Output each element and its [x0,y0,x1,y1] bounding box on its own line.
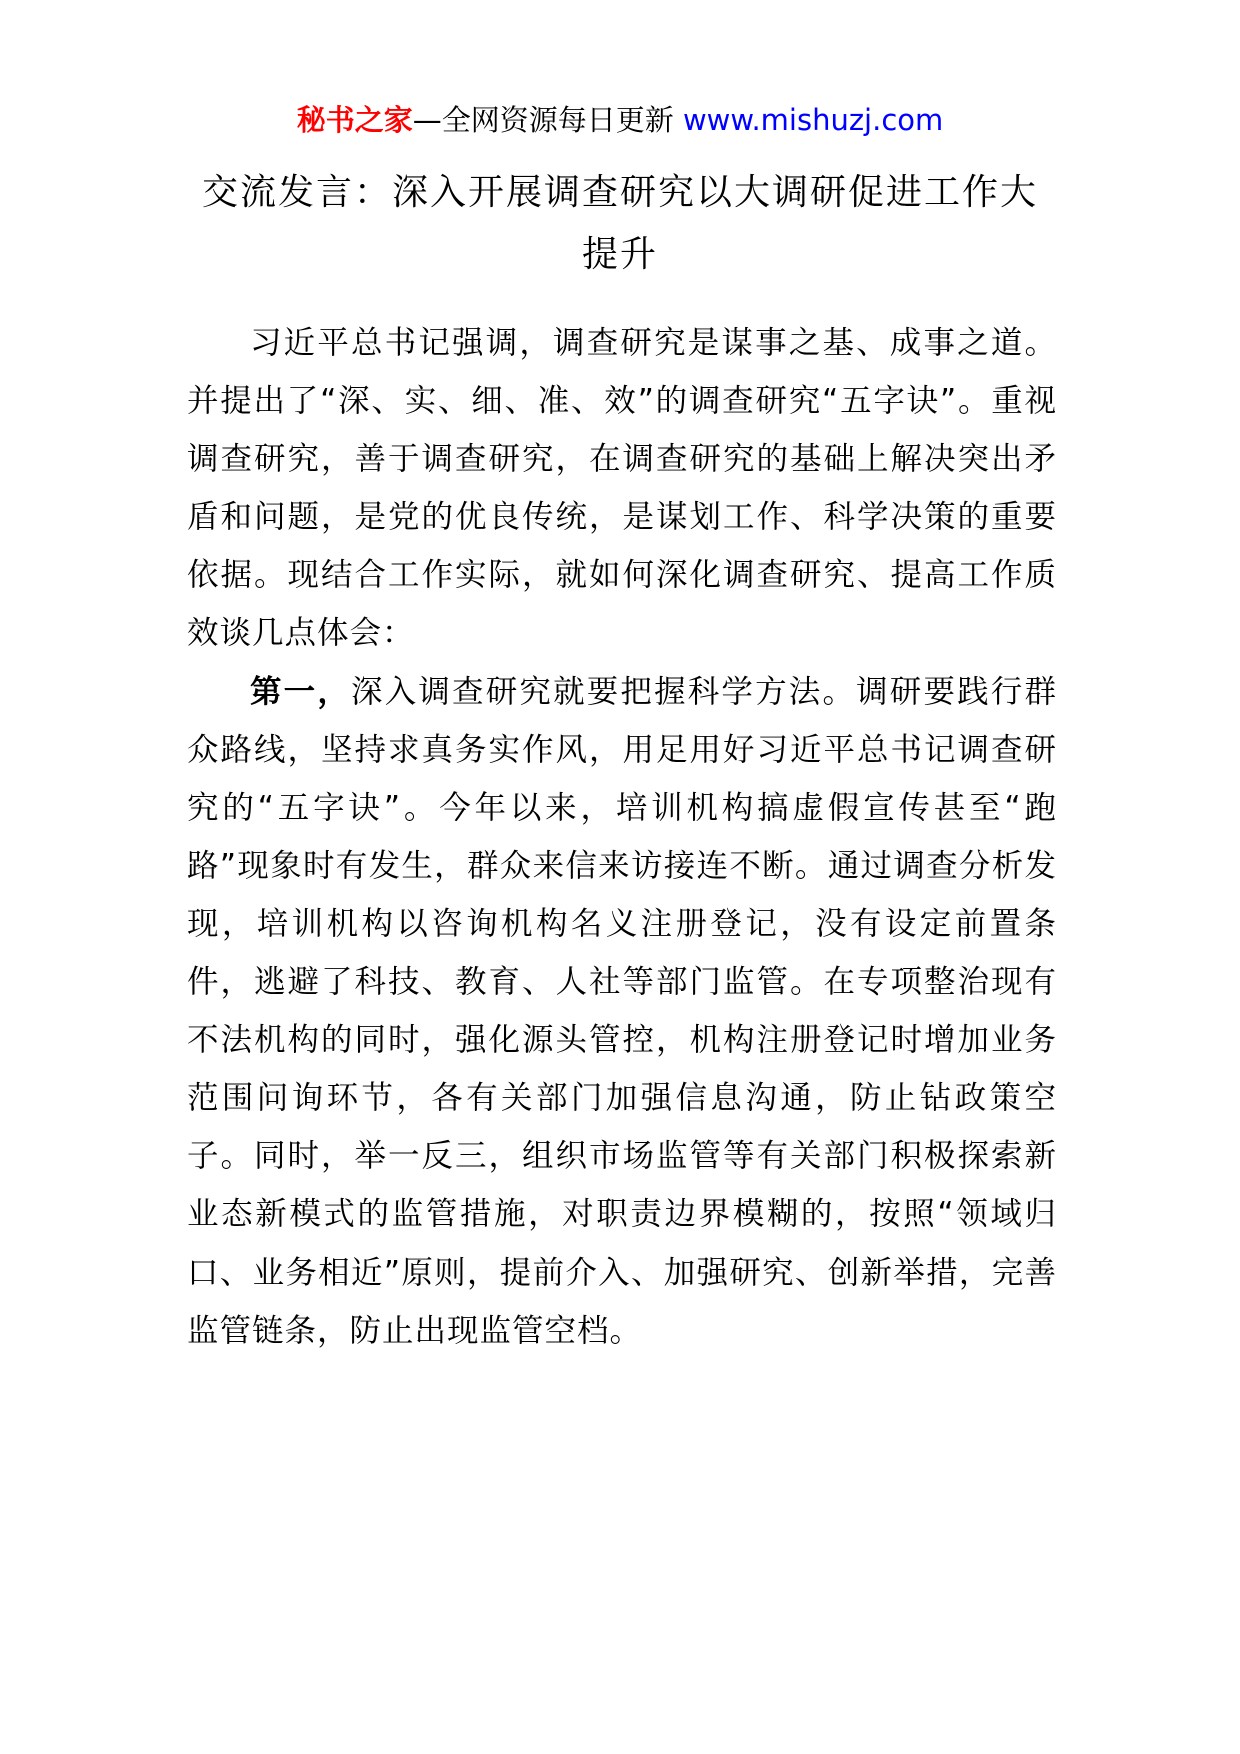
paragraph-first-point [187,663,1057,1360]
header-tagline: —全网资源每日更新 [412,103,683,137]
paragraph-intro [187,314,1057,663]
document-title: 交流发言：深入开展调查研究以大调研促进工作大提升 [201,172,1038,275]
paragraph-first-point-text: 深入调查研究就要把握科学方法。调研要践行群众路线，坚持求真务实作风，用足用好习近平总书记调查研究的“五字诀”。今年以来，培训机构搞虚假宣传甚至“跑路”现象时有发生，群众来信来访接连不断。通过调查分析发现，培训机构以咨询机构名义注册登记，没有设定前置条件，逃避了科技、教育、人社等部门监管。在专项整治现有不法机构的同时，强化源头管控，机构注册登记时增加业务范围问询环节，各有关部门加强信息沟通，防止钻政策空子。同时，举一反三，组织市场监管等有关部门积极探索新业态新模式的监管措施，对职责边界模糊的，按照“领域归口、业务相近”原则，提前介入、加强研究、创新举措，完善监管链条，防止出现监管空档。 [187,673,1057,1349]
paragraph-intro-text: 习近平总书记强调，调查研究是谋事之基、成事之道。并提出了“深、实、细、准、效”的调查研究“五字诀”。重视调查研究，善于调查研究，在调查研究的基础上解决突出矛盾和问题，是党的优良传统，是谋划工作、科学决策的重要依据。现结合工作实际，就如何深化调查研究、提高工作质效谈几点体会： [187,325,1057,652]
document-body [187,314,1057,1360]
brand-name: 秘书之家 [296,103,413,137]
site-header [0,100,1240,140]
paragraph-lead: 第一， [250,673,352,710]
site-url-link[interactable]: www.mishuzj.com [682,103,944,137]
